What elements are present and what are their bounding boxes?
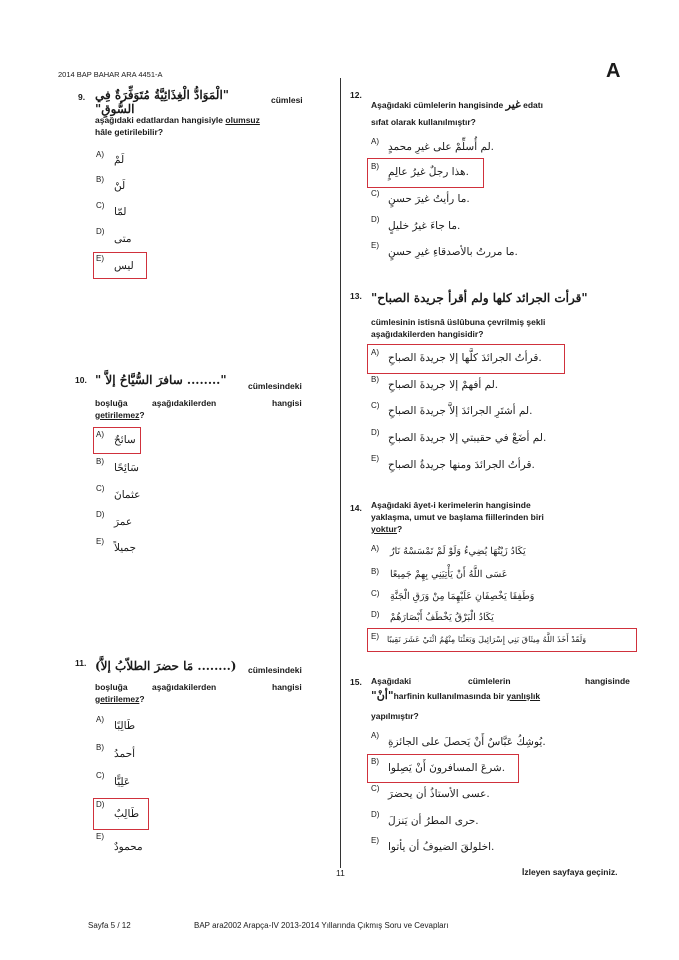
question-text: Aşağıdaki âyet-i kerimelerin hangisinde [371,500,531,510]
footer-page-count: Sayfa 5 / 12 [88,921,131,930]
question-text: Aşağıdaki cümlelerin hangisinde غير edatı [371,98,543,111]
option-label: D) [371,610,380,619]
question-text: hâle getirilebilir? [95,127,164,137]
option-label: C) [371,401,380,410]
page-number: 11 [336,868,345,878]
option-label: E) [371,632,379,641]
option-d[interactable]: يَكَادُ الْبَرْقُ يَخْطَفُ أَبْصَارَهُمْ [390,612,494,623]
question-text: getirilemez? [95,410,145,420]
option-e[interactable]: ما مررتُ بالأصدقاءِ غيرِ حسنٍ. [388,246,518,258]
option-label: E) [96,254,104,263]
question-text: hangisinde [585,676,630,686]
question-text: cümlesi [271,95,303,105]
option-label: E) [371,241,379,250]
option-b[interactable]: لم أفهمْ إلا جريدةَ الصباحِ. [388,379,499,391]
option-label: D) [96,227,105,236]
question-text: yaklaşma, umut ve başlama fiillerinden biri [371,512,544,522]
option-label: B) [371,567,379,576]
option-d[interactable]: متى [114,233,132,245]
question-text: hangisi [272,682,302,692]
option-b[interactable]: شرعَ المسافرونَ أَنْ يَصِلوا. [388,762,506,774]
option-d[interactable]: طَالِبٌ [114,808,140,820]
option-label: E) [96,832,104,841]
option-label: E) [96,537,104,546]
column-divider [340,78,341,868]
question-text: cümlesindeki [248,665,302,675]
option-label: D) [371,810,380,819]
question-number: 12. [350,90,362,100]
option-label: B) [96,175,104,184]
question-text: aşağıdakilerden [152,398,217,408]
question-text: boşluğa [95,398,128,408]
option-label: C) [96,484,105,493]
option-label: B) [371,757,379,766]
option-e[interactable]: جميلاً [114,542,136,554]
option-b[interactable]: لَنْ [114,180,126,192]
option-a[interactable]: طَالِبًا [114,720,136,732]
option-label: D) [96,800,105,809]
option-e[interactable]: محمودٌ [114,841,143,853]
option-label: C) [371,189,380,198]
option-label: A) [96,715,104,724]
option-label: E) [371,454,379,463]
option-c[interactable]: عسى الأستاذُ أن يحضرَ. [388,788,490,800]
option-label: A) [371,731,379,740]
option-label: B) [371,375,379,384]
question-text: hangisi [272,398,302,408]
option-b[interactable]: أحمدُ [114,748,135,760]
question-stem-arabic: "الْمَوَادُّ الْغِذَائِيَّةُ مُتَوَفِّرَةٌ فِي السُّوقِ" [95,88,230,116]
next-page-note: İzleyen sayfaya geçiniz. [522,867,618,877]
option-label: C) [96,201,105,210]
question-text: aşağıdaki edatlardan hangisiyle olumsuz [95,115,260,125]
option-d[interactable]: ما جاءَ غيرُ خليلٍ. [388,220,461,232]
question-text: sıfat olarak kullanılmıştır? [371,117,476,127]
option-e[interactable]: اخلولقَ الضيوفُ أن يأتوا. [388,841,495,853]
question-text: boşluğa [95,682,128,692]
booklet-letter: A [606,60,621,82]
option-a[interactable]: يُوشِكُ عَبَّاسٌ أَنْ يَحصلَ على الجائزةِ. [388,736,546,748]
option-c[interactable]: وَطَفِقَا يَخْصِفَانِ عَلَيْهِمَا مِنْ وَرَقِ الْجَنَّةِ [390,591,535,602]
question-text: cümlelerin [468,676,511,686]
option-label: D) [371,215,380,224]
question-text: yoktur? [371,524,403,534]
option-c[interactable]: ما رأيتُ غيرَ حسنٍ. [388,193,470,205]
option-d[interactable]: عمرَ [114,516,133,528]
option-d[interactable]: لم أضَعْ في حقيبتي إلا جريدةَ الصباحِ. [388,432,547,444]
option-label: A) [371,348,379,357]
option-label: C) [371,784,380,793]
question-text: aşağıdakilerden hangisidir? [371,329,484,339]
option-label: A) [371,137,379,146]
question-text: "أنْ"harfinin kullanılmasında bir yanlışlık [371,689,541,702]
option-e[interactable]: قرأتُ الجرائدَ ومنها جريدةُ الصباحِ. [388,459,535,471]
option-c[interactable]: عَلِيًّا [114,776,131,788]
question-number: 14. [350,503,362,513]
question-text: getirilemez? [95,694,145,704]
option-a[interactable]: لَمْ [114,154,125,166]
option-label: B) [371,162,379,171]
question-number: 13. [350,291,362,301]
option-label: C) [96,771,105,780]
question-number: 9. [78,92,86,102]
option-b[interactable]: عَسَى اللَّهُ أَنْ يَأْتِيَنِي بِهِمْ جَمِيعًا [390,569,508,580]
option-e[interactable]: وَلَقَدْ أَخَذَ اللَّهُ مِيثَاقَ بَنِي إِسْرَائِيلَ وَبَعَثْنَا مِنْهُمُ اثْنَيْ عَشَرَ نَقِيبًا [387,634,587,644]
question-number: 15. [350,677,362,687]
option-c[interactable]: لمّا [114,206,127,218]
option-a[interactable]: قرأتُ الجرائدَ كلَّها إلا جريدةَ الصباحِ. [388,352,542,364]
question-text: aşağıdakilerden [152,682,217,692]
option-c[interactable]: لم أشتَرِ الجرائدَ إلاَّ جريدةَ الصباحِ. [388,405,533,417]
question-number: 10. [75,375,87,385]
option-b[interactable]: سَائِحًا [114,462,139,474]
option-e[interactable]: ليس [114,260,134,272]
option-label: D) [96,510,105,519]
question-stem-arabic: (........ مَا حضرَ الطلاّبُ إلاَّ) [95,659,237,673]
option-b[interactable]: هذا رجلٌ غيرُ عالِمٍ. [388,166,469,178]
option-label: A) [96,430,104,439]
question-text: cümlesindeki [248,381,302,391]
option-label: D) [371,428,380,437]
question-text: Aşağıdaki [371,676,412,686]
option-label: B) [96,457,104,466]
option-label: C) [371,589,380,598]
option-label: A) [371,544,379,553]
option-d[interactable]: حرى المطرُ أن يَنزلَ. [388,815,479,827]
question-text: cümlesinin istisnâ üslûbuna çevrilmiş şekli [371,317,546,327]
option-a[interactable]: سائحٌ [114,434,136,446]
option-a[interactable]: لم أُسلِّمْ على غيرِ محمدٍ. [388,141,494,153]
option-a[interactable]: يَكَادُ زَيْتُهَا يُضِيءُ وَلَوْ لَمْ تَمْسَسْهُ نَارٌ [390,546,526,557]
option-label: B) [96,743,104,752]
exam-header: 2014 BAP BAHAR ARA 4451-A [58,70,163,79]
option-label: A) [96,150,104,159]
footer-title: BAP ara2002 Arapça-IV 2013-2014 Yıllarında Çıkmış Soru ve Cevapları [194,921,449,930]
question-number: 11. [75,658,87,668]
option-label: E) [371,836,379,845]
option-c[interactable]: عثمانَ [114,489,141,501]
question-text: yapılmıştır? [371,711,419,721]
question-stem-arabic: "........ سافرَ السُّيَّاحُ إلاَّ " [95,373,227,387]
question-stem-arabic: "قرأت الجرائد كلها ولم أقرأ جريدة الصباح" [371,291,588,305]
